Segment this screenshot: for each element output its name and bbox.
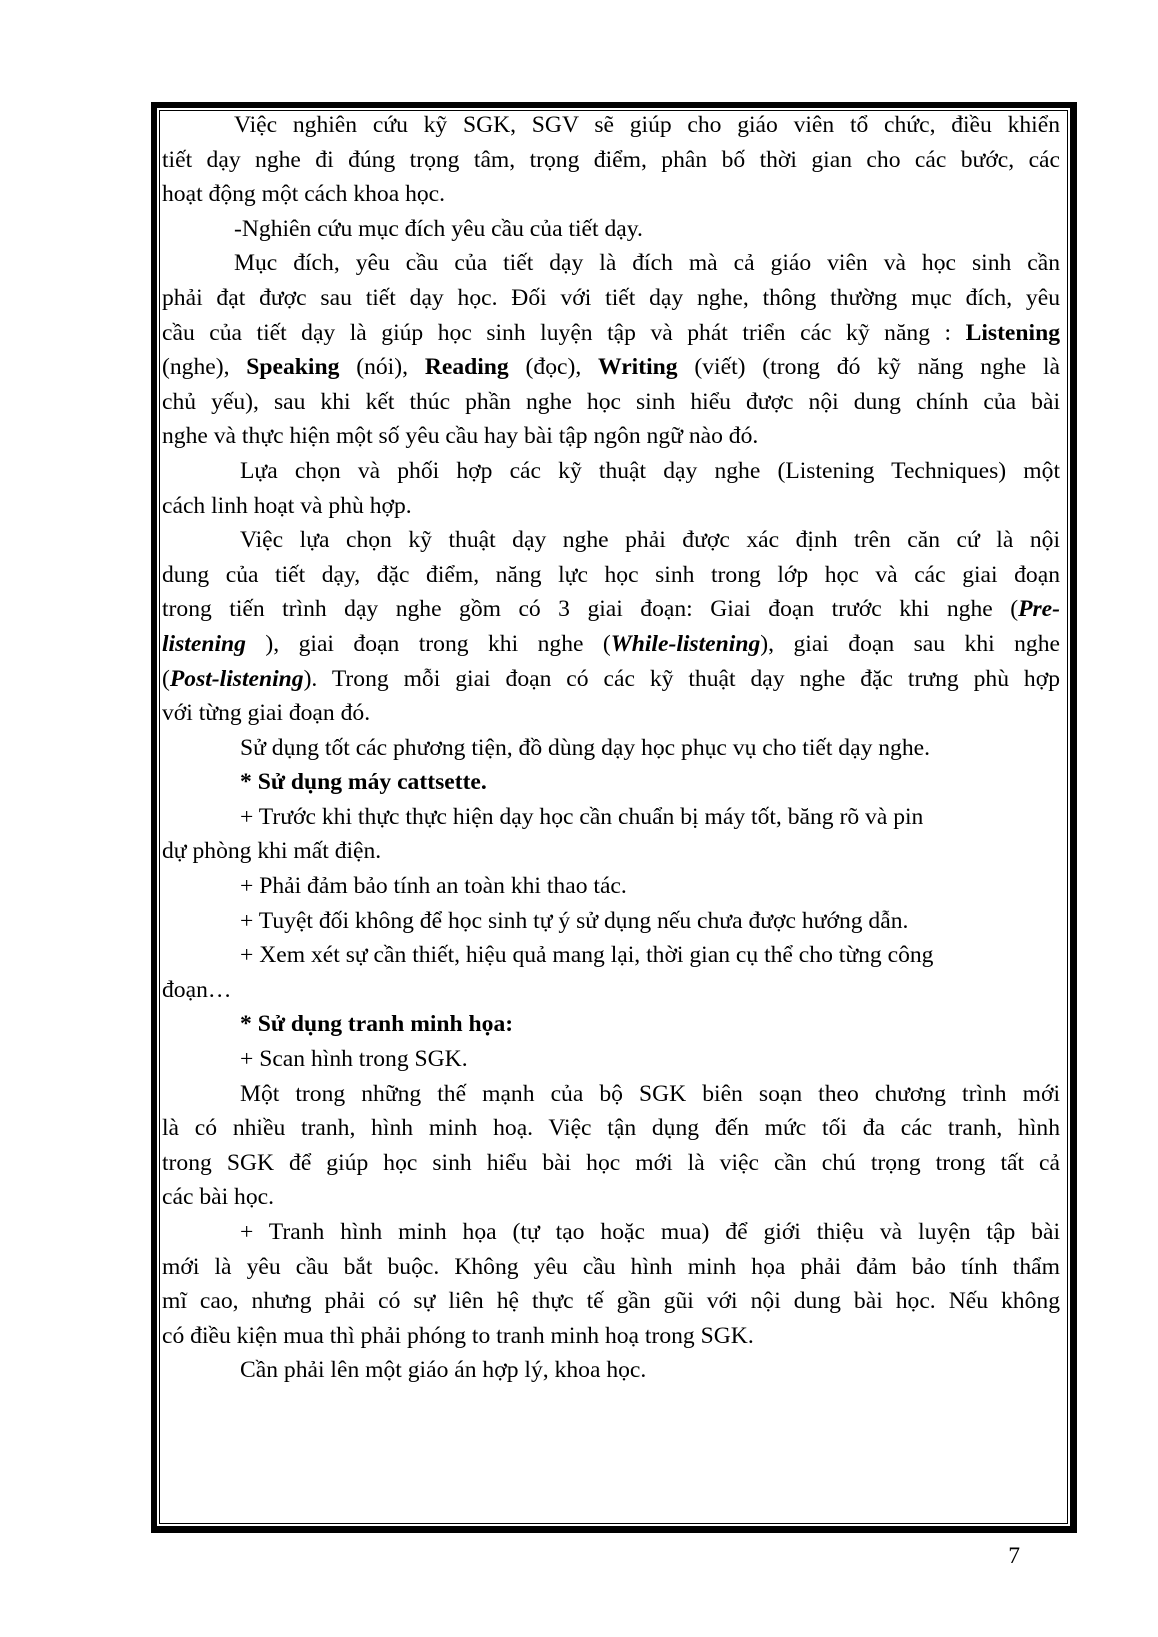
text-run: (viết) (trong đó kỹ năng nghe là [677,354,1060,381]
text-line: hoạt động một cách khoa học. [162,181,446,208]
text-line: mới là yêu cầu bắt buộc. Không yêu cầu hình minh họa phải đảm bảo tính thẩm [162,1253,1060,1280]
text-run: (nói), [339,354,425,381]
text-line: Việc lựa chọn kỹ thuật dạy nghe phải được xác định trên căn cứ là nội [240,527,1060,554]
text-line: + Tuyệt đối không để học sinh tự ý sử dụng nếu chưa được hướng dẫn. [240,907,909,934]
text-line: nghe và thực hiện một số yêu cầu hay bài tập ngôn ngữ nào đó. [162,423,759,450]
text-line: mĩ cao, nhưng phải có sự liên hệ thực tế gần gũi với nội dung bài học. Nếu không [162,1288,1060,1315]
text-run: cầu của tiết dạy là giúp học sinh luyện tập và phát triển các kỹ năng : [162,319,966,346]
text-line: là có nhiều tranh, hình minh hoạ. Việc tận dụng đến mức tối đa các tranh, hình [162,1115,1060,1142]
text-line: Cần phải lên một giáo án hợp lý, khoa học. [240,1357,647,1384]
text-run: ). Trong mỗi giai đoạn có các kỹ thuật dạy nghe đặc trưng phù hợp [303,665,1060,692]
text-line: + Tranh hình minh họa (tự tạo hoặc mua) để giới thiệu và luyện tập bài [240,1219,1060,1245]
bold-italic-term-listening: listening [162,630,246,657]
text-line [162,662,1060,697]
text-run: trong tiến trình dạy nghe gồm có 3 giai đoạn: Giai đoạn trước khi nghe ( [162,596,1019,623]
text-line: Lựa chọn và phối hợp các kỹ thuật dạy nghe (Listening Techniques) một [240,457,1060,484]
bold-term-speaking: Speaking [246,354,340,381]
text-line [162,592,1060,627]
text-run: (nghe), [162,354,247,381]
page-number: 7 [1008,1543,1020,1569]
text-line: -Nghiên cứu mục đích yêu cầu của tiết dạy. [234,215,643,242]
text-line: trong SGK để giúp học sinh hiểu bài học mới là việc cần chú trọng trong tất cả [162,1149,1060,1176]
text-line [162,350,1060,385]
section-heading-cassette: * Sử dụng máy cattsette. [240,769,487,796]
text-line: Việc nghiên cứu kỹ SGK, SGV sẽ giúp cho giáo viên tổ chức, điều khiển [234,112,1060,138]
text-line: đoạn… [162,976,232,1003]
text-run: ), giai đoạn trong khi nghe ( [245,630,611,657]
text-line: chủ yếu), sau khi kết thúc phần nghe học sinh hiểu được nội dung chính của bài [162,388,1060,415]
text-line: Sử dụng tốt các phương tiện, đồ dùng dạy học phục vụ cho tiết dạy nghe. [240,734,931,761]
document-body [162,108,1060,1388]
text-line: cách linh hoạt và phù hợp. [162,492,412,519]
bold-term-listening: Listening [965,319,1060,346]
text-line: phải đạt được sau tiết dạy học. Đối với tiết dạy nghe, thông thường mục đích, yêu [162,284,1060,311]
text-line: các bài học. [162,1184,275,1211]
bold-italic-term-pre: Pre- [1018,596,1060,623]
text-line: có điều kiện mua thì phải phóng to tranh minh hoạ trong SGK. [162,1322,754,1349]
text-line: dự phòng khi mất điện. [162,838,382,865]
section-heading-illustrations: * Sử dụng tranh minh họa: [240,1011,514,1038]
text-line: tiết dạy nghe đi đúng trọng tâm, trọng điểm, phân bố thời gian cho các bước, các [162,146,1060,173]
text-line: với từng giai đoạn đó. [162,700,371,727]
text-line [162,316,1060,351]
text-line [162,627,1060,662]
text-line: + Phải đảm bảo tính an toàn khi thao tác. [240,873,627,900]
text-line: dung của tiết dạy, đặc điểm, năng lực học sinh trong lớp học và các giai đoạn [162,561,1060,588]
bold-italic-term-while-listening: While-listening [610,630,761,657]
text-run: (đọc), [508,354,599,381]
bold-italic-term-post-listening: Post-listening [169,665,304,692]
text-line: Mục đích, yêu cầu của tiết dạy là đích mà cả giáo viên và học sinh cần [234,250,1060,277]
text-line: + Trước khi thực thực hiện dạy học cần chuẩn bị máy tốt, băng rõ và pin [240,803,924,830]
text-line: Một trong những thế mạnh của bộ SGK biên soạn theo chương trình mới [240,1080,1060,1107]
text-run: ( [162,665,170,692]
text-run: ), giai đoạn sau khi nghe [760,630,1060,657]
bold-term-reading: Reading [424,354,509,381]
text-line: + Xem xét sự cần thiết, hiệu quả mang lại, thời gian cụ thể cho từng công [240,942,934,969]
text-line: + Scan hình trong SGK. [240,1046,468,1073]
bold-term-writing: Writing [598,354,678,381]
